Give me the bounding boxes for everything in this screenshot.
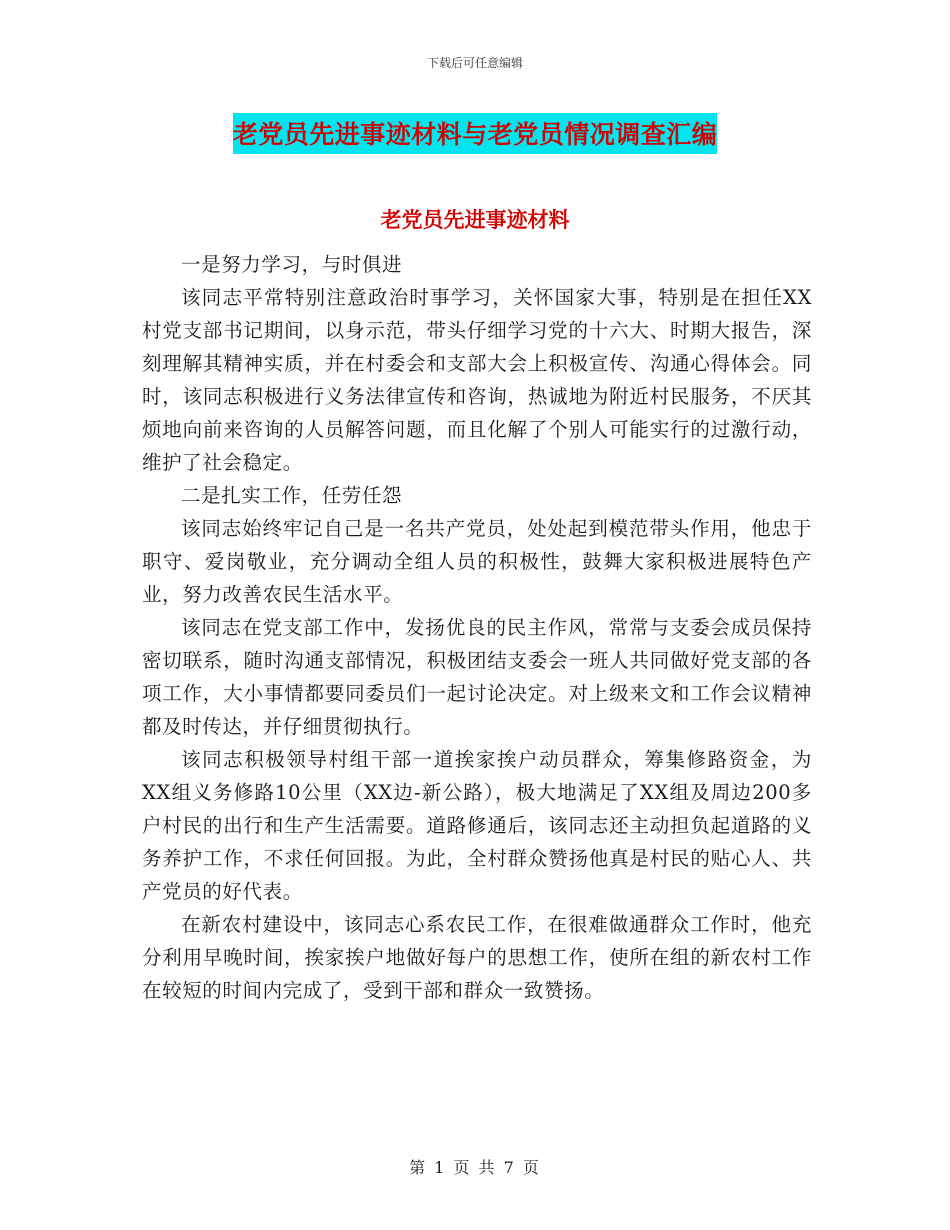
document-title: 老党员先进事迹材料与老党员情况调查汇编	[233, 113, 718, 154]
paragraph: 该同志在党支部工作中，发扬优良的民主作风，常常与支委会成员保持密切联系，随时沟通支部情况，积极团结支委会一班人共同做好党支部的各项工作，大小事情都要同委员们一起讨论决定。对上级来文和工作会议精神都及时传达，并仔细贯彻执行。	[142, 616, 812, 738]
paragraph: 在新农村建设中，该同志心系农民工作，在很难做通群众工作时，他充分利用早晚时间，挨家挨户地做好每户的思想工作，使所在组的新农村工作在较短的时间内完成了，受到干部和群众一致赞扬。	[142, 913, 812, 1002]
header-note: 下载后可任意编辑	[426, 56, 523, 70]
page-footer: 第 1 页 共 7 页	[409, 1158, 541, 1177]
paragraph: 该同志始终牢记自己是一名共产党员，处处起到模范带头作用，他忠于职守、爱岗敬业，充分调动全组人员的积极性，鼓舞大家积极进展特色产业，努力改善农民生活水平。	[142, 517, 812, 606]
document-body	[142, 248, 812, 1007]
paragraph: 该同志平常特别注意政治时事学习，关怀国家大事，特别是在担任XX村党支部书记期间，以身示范，带头仔细学习党的十六大、时期大报告，深刻理解其精神实质，并在村委会和支部大会上积极宣传、沟通心得体会。同时，该同志积极进行义务法律宣传和咨询，热诚地为附近村民服务，不厌其烦地向前来咨询的人员解答问题，而且化解了个别人可能实行的过激行动，维护了社会稳定。	[142, 286, 812, 474]
paragraph-heading-1: 一是努力学习，与时俱进	[181, 253, 403, 276]
section-title: 老党员先进事迹材料	[380, 208, 570, 232]
paragraph: 该同志积极领导村组干部一道挨家挨户动员群众，筹集修路资金，为XX组义务修路10公里（XX边-新公路），极大地满足了XX组及周边200多户村民的出行和生产生活需要。道路修通后，该同志还主动担负起道路的义务养护工作，不求任何回报。为此，全村群众赞扬他真是村民的贴心人、共产党员的好代表。	[142, 748, 812, 903]
paragraph-heading-2: 二是扎实工作，任劳任怨	[181, 484, 403, 507]
document-title-container	[0, 113, 950, 154]
